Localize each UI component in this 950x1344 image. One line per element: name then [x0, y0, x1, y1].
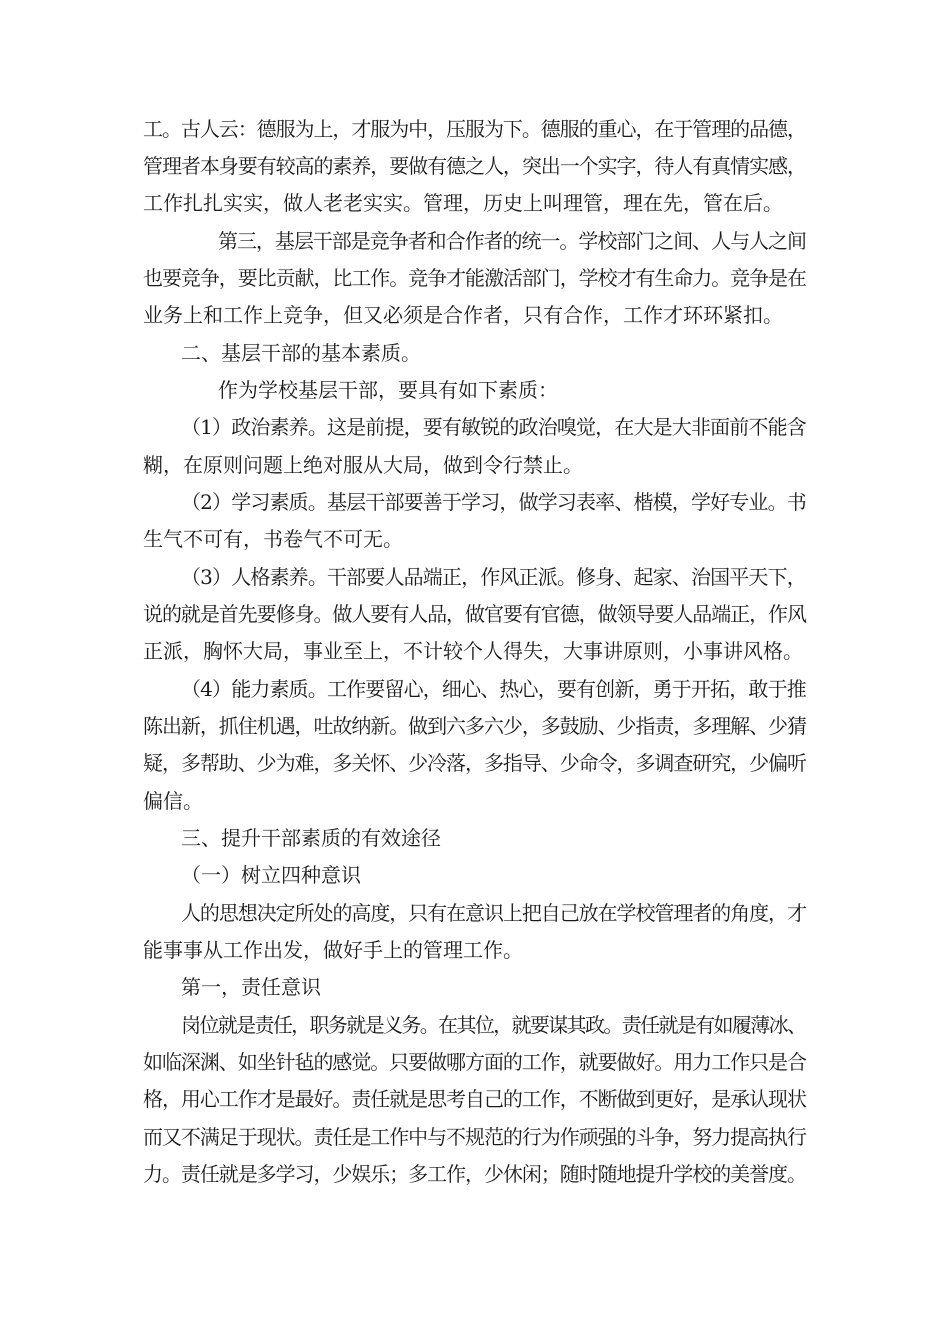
text-line: 第三，基层干部是竞争者和合作者的统一。学校部门之间、人与人之间: [218, 229, 806, 253]
text-line: 作为学校基层干部，要具有如下素质：: [218, 378, 558, 402]
text-line: 格，用心工作才是最好。责任就是思考自己的工作，不断做到更好，是承认现状: [143, 1087, 806, 1111]
text-line: 也要竞争，要比贡献，比工作。竞争才能激活部门，学校才有生命力。竞争是在: [143, 266, 806, 290]
text-line: 偏信。: [143, 789, 203, 813]
text-line: 如临深渊、如坐针毡的感觉。只要做哪方面的工作，就要做好。用力工作只是合: [143, 1050, 806, 1074]
text-line: （1）政治素养。这是前提，要有敏锐的政治嗅觉，在大是大非面前不能含: [181, 415, 806, 439]
text-line: （2）学习素质。基层干部要善于学习，做学习表率、楷模，学好专业。书: [181, 490, 806, 514]
text-line: （4）能力素质。工作要留心，细心、热心，要有创新，勇于开拓，敢于推: [181, 677, 806, 701]
text-line: 工作扎扎实实，做人老老实实。管理，历史上叫理管，理在先，管在后。: [143, 191, 783, 215]
text-line: 人的思想决定所处的高度，只有在意识上把自己放在学校管理者的角度，才: [181, 901, 806, 925]
text-line: 陈出新，抓住机遇，吐故纳新。做到六多六少，多鼓励、少指责，多理解、少猜: [143, 714, 806, 738]
text-line: 工。古人云：德服为上，才服为中，压服为下。德服的重心，在于管理的品德，: [143, 117, 806, 141]
section-heading: 二、基层干部的基本素质。: [181, 341, 421, 365]
text-line: 疑，多帮助、少为难，多关怀、少冷落，多指导、少命令，多调查研究，少偏听: [143, 751, 806, 775]
text-line: 岗位就是责任，职务就是义务。在其位，就要谋其政。责任就是有如履薄冰、: [181, 1013, 806, 1037]
text-line: 糊，在原则问题上绝对服从大局，做到令行禁止。: [143, 453, 583, 477]
text-line: （3）人格素养。干部要人品端正，作风正派。修身、起家、治国平天下，: [181, 565, 806, 589]
text-line: 力。责任就是多学习，少娱乐；多工作，少休闲；随时随地提升学校的美誉度。: [143, 1162, 806, 1186]
text-line: 业务上和工作上竞争，但又必须是合作者，只有合作，工作才环环紧扣。: [143, 303, 783, 327]
subsection-heading: 第一，责任意识: [181, 975, 321, 999]
text-line: 正派，胸怀大局，事业至上，不计较个人得失，大事讲原则，小事讲风格。: [143, 639, 803, 663]
text-line: 而又不满足于现状。责任是工作中与不规范的行为作顽强的斗争，努力提高执行: [143, 1125, 806, 1149]
section-heading: 三、提升干部素质的有效途径: [181, 826, 441, 850]
text-line: 说的就是首先要修身。做人要有人品，做官要有官德，做领导要人品端正，作风: [143, 602, 806, 626]
text-line: 管理者本身要有较高的素养，要做有德之人，突出一个实字，待人有真情实感，: [143, 154, 806, 178]
text-line: 生气不可有，书卷气不可无。: [143, 527, 403, 551]
subsection-heading: （一）树立四种意识: [181, 863, 361, 887]
text-line: 能事事从工作出发，做好手上的管理工作。: [143, 938, 523, 962]
